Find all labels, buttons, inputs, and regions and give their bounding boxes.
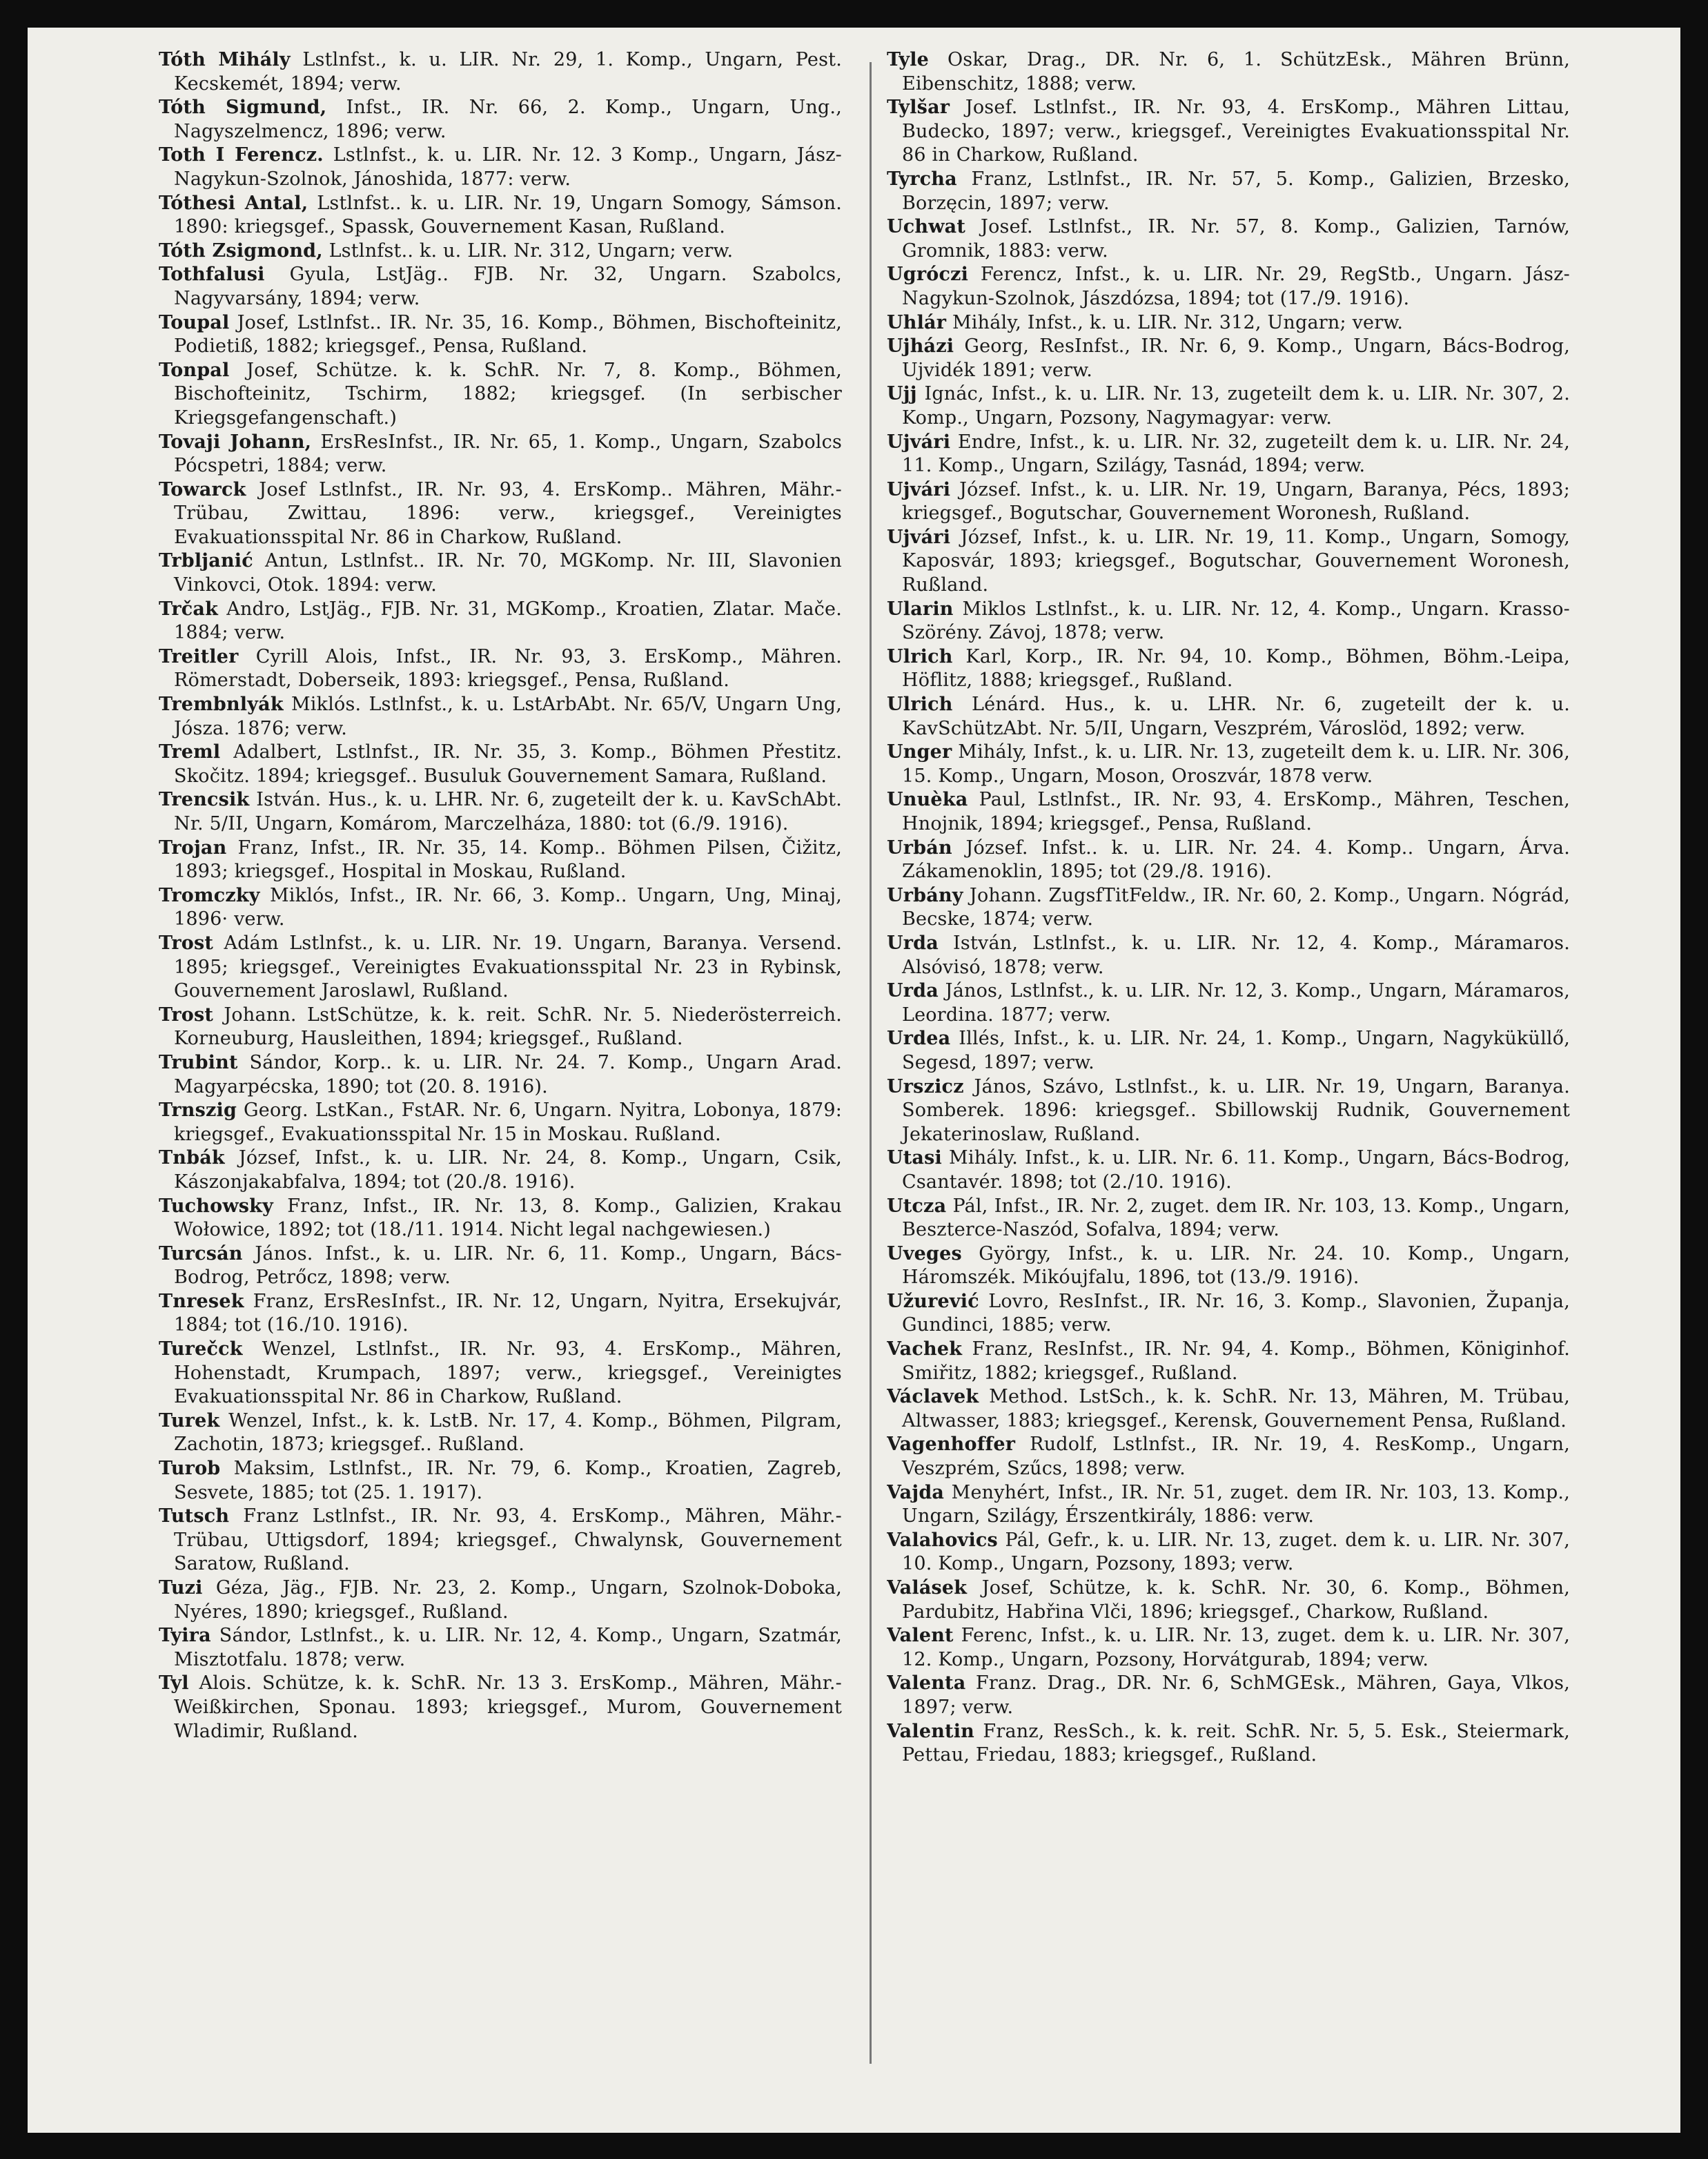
entry-name: Tóth Mihály <box>159 49 291 70</box>
register-entry <box>887 645 1570 693</box>
entry-name: Toupal <box>159 311 230 333</box>
entry-name: Valenta <box>887 1672 966 1694</box>
register-entry <box>159 144 842 191</box>
register-entry <box>159 311 842 359</box>
register-entry <box>887 788 1570 836</box>
entry-details: Mihály, Infst., k. u. LIR. Nr. 312, Ungarn; verw. <box>946 311 1404 333</box>
entry-details: Ignác, Infst., k. u. LIR. Nr. 13, zugeteilt dem k. u. LIR. Nr. 307, 2. Komp., Ungarn, Pozsony, Nagymagyar: verw. <box>902 383 1570 429</box>
entry-name: Ujvári <box>887 478 951 500</box>
entry-details: János, Lstlnfst., k. u. LIR. Nr. 12, 3. Komp., Ungarn, Máramaros, Leordina. 1877; verw. <box>902 980 1570 1026</box>
register-entry <box>159 1195 842 1242</box>
entry-details: Franz, Lstlnfst., IR. Nr. 57, 5. Komp., Galizien, Brzesko, Borzęcin, 1897; verw. <box>902 168 1570 214</box>
entry-name: Toth I Ferencz. <box>159 144 324 166</box>
entry-name: Ulrich <box>887 694 953 716</box>
register-entry <box>887 1624 1570 1672</box>
entry-details: Karl, Korp., IR. Nr. 94, 10. Komp., Böhmen, Böhm.-Leipa, Höflitz, 1888; kriegsgef., Rußland. <box>902 645 1570 692</box>
entry-details: Lstlnfst.. k. u. LIR. Nr. 19, Ungarn Somogy, Sámson. 1890: kriegsgef., Spassk, Gouvernement Kasan, Rußland. <box>174 192 842 238</box>
entry-name: Ulrich <box>887 645 953 667</box>
entry-name: Treml <box>159 741 221 763</box>
entry-name: Ugróczi <box>887 264 969 286</box>
register-entry <box>159 1004 842 1051</box>
register-entry <box>887 979 1570 1027</box>
entry-name: Urbány <box>887 884 963 906</box>
entry-name: Trost <box>159 932 214 954</box>
entry-details: Andro, LstJäg., FJB. Nr. 31, MGKomp., Kroatien, Zlatar. Mače. 1884; verw. <box>174 598 842 644</box>
entry-name: Valentin <box>887 1720 974 1742</box>
register-entry <box>159 48 842 96</box>
entry-details: Paul, Lstlnfst., IR. Nr. 93, 4. ErsKomp., Mähren, Teschen, Hnojnik, 1894; kriegsgef., Pensa, Rußland. <box>902 789 1570 834</box>
entry-details: Wenzel, Lstlnfst., IR. Nr. 93, 4. ErsKomp., Mähren, Hohenstadt, Krumpach, 1897; verw., kriegsgef., Vereinigtes Evakuationsspital Nr. 86 in Charkow, Rußland. <box>174 1338 842 1408</box>
register-entry <box>887 311 1570 335</box>
entry-name: Václavek <box>887 1386 979 1408</box>
register-entry <box>887 1385 1570 1433</box>
register-entry <box>159 1576 842 1624</box>
entry-name: Ularin <box>887 598 954 620</box>
column-divider <box>870 62 872 2064</box>
register-entry <box>159 598 842 645</box>
entry-name: Trčak <box>159 598 218 620</box>
entry-name: Tnresek <box>159 1290 244 1312</box>
register-entry <box>159 1505 842 1576</box>
entry-name: Tyrcha <box>887 168 957 190</box>
entry-details: Georg, ResInfst., IR. Nr. 6, 9. Komp., Ungarn, Bács-Bodrog, Ujvidék 1891; verw. <box>902 335 1570 381</box>
entry-details: Pál, Gefr., k. u. LIR. Nr. 13, zuget. dem k. u. LIR. Nr. 307, 10. Komp., Ungarn, Pozsony, 1893; verw. <box>902 1529 1570 1575</box>
entry-name: Trembnlyák <box>159 694 284 716</box>
entry-name: Trnszig <box>159 1100 237 1122</box>
register-entry <box>159 884 842 932</box>
register-entry <box>159 96 842 144</box>
entry-name: Tyle <box>887 49 930 70</box>
entry-details: Josef. Lstlnfst., IR. Nr. 57, 8. Komp., Galizien, Tarnów, Gromnik, 1883: verw. <box>902 216 1570 262</box>
entry-name: Urdea <box>887 1028 951 1050</box>
entry-details: Maksim, Lstlnfst., IR. Nr. 79, 6. Komp., Kroatien, Zagreb, Sesvete, 1885; tot (25. 1. 1917). <box>174 1458 842 1503</box>
entry-name: Uchwat <box>887 216 966 238</box>
entry-details: Ferenc, Infst., k. u. LIR. Nr. 13, zuget. dem k. u. LIR. Nr. 307, 12. Komp., Ungarn, Pozsony, Horvátgurab, 1894; verw. <box>902 1625 1570 1670</box>
entry-details: Mihály. Infst., k. u. LIR. Nr. 6. 11. Komp., Ungarn, Bács-Bodrog, Csantavér. 1898; tot (2./10. 1916). <box>902 1147 1570 1193</box>
entry-name: Vachek <box>887 1338 963 1360</box>
entry-name: Tuzi <box>159 1577 203 1599</box>
entry-name: Tóth Sigmund, <box>159 97 327 119</box>
entry-name: Tnbák <box>159 1147 225 1169</box>
entry-name: Trbljanić <box>159 550 253 572</box>
register-entry <box>887 837 1570 884</box>
register-entry <box>159 1051 842 1099</box>
entry-details: János. Infst., k. u. LIR. Nr. 6, 11. Komp., Ungarn, Bács-Bodrog, Petrőcz, 1898; verw. <box>174 1242 842 1289</box>
register-entry <box>159 263 842 311</box>
entry-details: Adám Lstlnfst., k. u. LIR. Nr. 19. Ungarn, Baranya. Versend. 1895; kriegsgef., Vereinigtes Evakuationsspital Nr. 23 in Rybinsk, Gouvernement Jaroslawl, Rußland. <box>174 932 842 1002</box>
entry-details: Miklós. Lstlnfst., k. u. LstArbAbt. Nr. 65/V, Ungarn Ung, Jósza. 1876; verw. <box>174 694 842 739</box>
register-entry <box>159 741 842 788</box>
entry-details: Endre, Infst., k. u. LIR. Nr. 32, zugeteilt dem k. u. LIR. Nr. 24, 11. Komp., Ungarn, Szilágy, Tasnád, 1894; verw. <box>902 431 1570 477</box>
register-entry <box>887 96 1570 168</box>
register-entry <box>887 1481 1570 1529</box>
register-entry <box>887 478 1570 526</box>
register-entry <box>887 335 1570 382</box>
entry-details: Lénárd. Hus., k. u. LHR. Nr. 6, zugeteilt der k. u. KavSchützAbt. Nr. 5/II, Ungarn, Veszprém, Városlöd, 1892; verw. <box>902 694 1570 739</box>
entry-name: Ujházi <box>887 335 954 358</box>
entry-name: Urbán <box>887 837 952 859</box>
register-entry <box>887 263 1570 311</box>
register-entry <box>887 1720 1570 1768</box>
entry-details: Johann. LstSchütze, k. k. reit. SchR. Nr. 5. Niederösterreich. Korneuburg, Hausleithen, 1894; kriegsgef., Rußland. <box>174 1004 842 1050</box>
entry-details: Franz, Infst., IR. Nr. 35, 14. Komp.. Böhmen Pilsen, Čižitz, 1893; kriegsgef., Hospital in Moskau, Rußland. <box>174 837 842 883</box>
register-entry <box>887 1242 1570 1290</box>
entry-name: Vagenhoffer <box>887 1434 1016 1456</box>
entry-name: Trubint <box>159 1051 238 1073</box>
entry-details: ErsResInfst., IR. Nr. 65, 1. Komp., Ungarn, Szabolcs Pócspetri, 1884; verw. <box>174 431 842 477</box>
register-entry <box>159 788 842 836</box>
register-entry <box>887 1146 1570 1194</box>
entry-name: Valahovics <box>887 1529 998 1551</box>
entry-name: Unuèka <box>887 789 968 811</box>
entry-name: Utasi <box>887 1147 942 1169</box>
entry-details: Josef, Lstlnfst.. IR. Nr. 35, 16. Komp., Böhmen, Bischofteinitz, Podietiß, 1882; kriegsgef., Pensa, Rußland. <box>174 311 842 358</box>
register-entry <box>887 932 1570 979</box>
entry-details: Franz Lstlnfst., IR. Nr. 93, 4. ErsKomp., Mähren, Mähr.-Trübau, Uttigsdorf, 1894; kriegsgef., Chwalynsk, Gouvernement Saratow, Rußland. <box>174 1505 842 1575</box>
register-entry <box>887 1290 1570 1338</box>
entry-name: Uveges <box>887 1242 962 1264</box>
entry-details: Franz, ResInfst., IR. Nr. 94, 4. Komp., Böhmen, Königinhof. Smiřitz, 1882; kriegsgef., Rußland. <box>902 1338 1570 1384</box>
register-entry <box>887 1027 1570 1075</box>
entry-details: Géza, Jäg., FJB. Nr. 23, 2. Komp., Ungarn, Szolnok-Doboka, Nyéres, 1890; kriegsgef., Rußland. <box>174 1577 842 1623</box>
entry-name: Trencsik <box>159 789 250 811</box>
register-entry <box>159 1099 842 1146</box>
entry-name: Tromczky <box>159 884 260 906</box>
register-entry <box>887 1529 1570 1576</box>
register-entry <box>159 478 842 550</box>
entry-name: Turečck <box>159 1338 243 1360</box>
entry-details: József, Infst., k. u. LIR. Nr. 24, 8. Komp., Ungarn, Csik, Kászonjakabfalva, 1894; tot (20./8. 1916). <box>174 1147 842 1193</box>
entry-name: Tóthesi Antal, <box>159 192 308 214</box>
document-page <box>28 28 1680 2133</box>
entry-details: Lovro, ResInfst., IR. Nr. 16, 3. Komp., Slavonien, Županja, Gundinci, 1885; verw. <box>902 1290 1570 1336</box>
entry-details: Method. LstSch., k. k. SchR. Nr. 13, Mähren, M. Trübau, Altwasser, 1883; kriegsgef., Kerensk, Gouvernement Pensa, Rußland. <box>902 1386 1570 1432</box>
register-entry <box>159 1290 842 1338</box>
register-entry <box>887 168 1570 215</box>
register-entry <box>159 1338 842 1409</box>
entry-details: Ferencz, Infst., k. u. LIR. Nr. 29, RegStb., Ungarn. Jász-Nagykun-Szolnok, Jászdózsa, 1894; tot (17./9. 1916). <box>902 264 1570 309</box>
register-entry <box>887 1075 1570 1147</box>
entry-details: János, Szávo, Lstlnfst., k. u. LIR. Nr. 19, Ungarn, Baranya. Somberek. 1896: kriegsgef.. Sbillowskij Rudnik, Gouvernement Jekaterinoslaw, Rußland. <box>902 1075 1570 1145</box>
entry-details: Lstlnfst., k. u. LIR. Nr. 12. 3 Komp., Ungarn, Jász-Nagykun-Szolnok, Jánoshida, 1877: verw. <box>174 144 842 190</box>
entry-details: Sándor, Lstlnfst., k. u. LIR. Nr. 12, 4. Komp., Ungarn, Szatmár, Misztotfalu. 1878; verw. <box>174 1625 842 1670</box>
right-column <box>887 48 1570 1768</box>
register-entry <box>887 1195 1570 1242</box>
entry-details: Lstlnfst.. k. u. LIR. Nr. 312, Ungarn; verw. <box>322 240 734 262</box>
register-entry <box>887 1672 1570 1719</box>
entry-details: Johann. ZugsfTitFeldw., IR. Nr. 60, 2. Komp., Ungarn. Nógrád, Becske, 1874; verw. <box>902 884 1570 930</box>
entry-name: Tutsch <box>159 1505 230 1527</box>
entry-details: Illés, Infst., k. u. LIR. Nr. 24, 1. Komp., Ungarn, Nagyküküllő, Segesd, 1897; verw. <box>902 1028 1570 1073</box>
entry-name: Tothfalusi <box>159 264 265 286</box>
entry-name: Valásek <box>887 1577 968 1599</box>
entry-name: Tylšar <box>887 97 950 119</box>
entry-details: Alois. Schütze, k. k. SchR. Nr. 13 3. ErsKomp., Mähren, Mähr.-Weißkirchen, Sponau. 1893; kriegsgef., Murom, Gouvernement Wladimir, Rußland. <box>174 1672 842 1742</box>
entry-details: Josef. Lstlnfst., IR. Nr. 93, 4. ErsKomp., Mähren Littau, Budecko, 1897; verw., kriegsgef., Vereinigtes Evakuationsspital Nr. 86 in Charkow, Rußland. <box>902 97 1570 166</box>
register-entry <box>159 932 842 1004</box>
entry-details: Lstlnfst., k. u. LIR. Nr. 29, 1. Komp., Ungarn, Pest. Kecskemét, 1894; verw. <box>174 49 842 95</box>
entry-name: Tyl <box>159 1672 189 1694</box>
register-entry <box>159 1457 842 1505</box>
register-entry <box>159 837 842 884</box>
entry-details: Mihály, Infst., k. u. LIR. Nr. 13, zugeteilt dem k. u. LIR. Nr. 306, 15. Komp., Ungarn, Moson, Oroszvár, 1878 verw. <box>902 741 1570 787</box>
entry-name: Unger <box>887 741 952 763</box>
entry-details: György, Infst., k. u. LIR. Nr. 24. 10. Komp., Ungarn, Háromszék. Mikóujfalu, 1896, tot (13./9. 1916). <box>902 1242 1570 1289</box>
register-entry <box>159 240 842 264</box>
entry-name: Turcsán <box>159 1242 243 1264</box>
register-entry <box>159 359 842 431</box>
entry-details: Georg. LstKan., FstAR. Nr. 6, Ungarn. Nyitra, Lobonya, 1879: kriegsgef., Evakuationsspital Nr. 15 in Moskau. Rußland. <box>174 1100 842 1145</box>
register-entry <box>887 1338 1570 1385</box>
entry-details: Pál, Infst., IR. Nr. 2, zuget. dem IR. Nr. 103, 13. Komp., Ungarn, Beszterce-Naszód, Sofalva, 1894; verw. <box>902 1195 1570 1241</box>
entry-name: Trojan <box>159 837 227 859</box>
register-entry <box>159 693 842 741</box>
entry-name: Turob <box>159 1458 221 1480</box>
entry-name: Ujvári <box>887 526 951 548</box>
entry-details: Infst., IR. Nr. 66, 2. Komp., Ungarn, Ung., Nagyszelmencz, 1896; verw. <box>174 97 842 142</box>
register-entry <box>887 526 1570 598</box>
register-entry <box>159 431 842 478</box>
register-entry <box>887 1576 1570 1624</box>
register-entry <box>159 1624 842 1672</box>
entry-details: József, Infst., k. u. LIR. Nr. 19, 11. Komp., Ungarn, Somogy, Kaposvár, 1893; kriegsgef., Bogutschar, Gouvernement Woronesh, Rußland. <box>902 526 1570 596</box>
register-entry <box>887 598 1570 645</box>
entry-name: Trost <box>159 1004 214 1026</box>
entry-details: Franz, ErsResInfst., IR. Nr. 12, Ungarn, Nyitra, Ersekujvár, 1884; tot (16./10. 1916). <box>174 1290 842 1336</box>
entry-details: Franz, Infst., IR. Nr. 13, 8. Komp., Galizien, Krakau Wołowice, 1892; tot (18./11. 1914. Nicht legal nachgewiesen.) <box>174 1195 842 1241</box>
left-column <box>159 48 842 1743</box>
entry-details: Josef Lstlnfst., IR. Nr. 93, 4. ErsKomp.. Mähren, Mähr.-Trübau, Zwittau, 1896: verw., kriegsgef., Vereinigtes Evakuationsspital Nr. 86 in Charkow, Rußland. <box>174 478 842 548</box>
entry-details: Franz. Drag., DR. Nr. 6, SchMGEsk., Mähren, Gaya, Vlkos, 1897; verw. <box>902 1672 1570 1718</box>
entry-name: Urda <box>887 980 939 1002</box>
register-entry <box>887 884 1570 932</box>
entry-details: József. Infst., k. u. LIR. Nr. 19, Ungarn, Baranya, Pécs, 1893; kriegsgef., Bogutschar, Gouvernement Woronesh, Rußland. <box>902 478 1570 525</box>
entry-details: Rudolf, Lstlnfst., IR. Nr. 19, 4. ResKomp., Ungarn, Veszprém, Szűcs, 1898; verw. <box>902 1434 1570 1480</box>
register-entry <box>159 192 842 240</box>
register-entry <box>159 1409 842 1457</box>
entry-details: József. Infst.. k. u. LIR. Nr. 24. 4. Komp.. Ungarn, Árva. Zákamenoklin, 1895; tot (29./8. 1916). <box>902 837 1570 883</box>
register-entry <box>159 1242 842 1290</box>
entry-name: Treitler <box>159 645 239 667</box>
entry-name: Ujj <box>887 383 917 405</box>
entry-name: Tovaji Johann, <box>159 431 312 453</box>
register-entry <box>887 382 1570 430</box>
entry-details: Josef, Schütze. k. k. SchR. Nr. 7, 8. Komp., Böhmen, Bischofteinitz, Tschirm, 1882; kriegsgef. (In serbischer Kriegsgefangenschaft.) <box>174 359 842 429</box>
register-entry <box>887 693 1570 741</box>
entry-details: Franz, ResSch., k. k. reit. SchR. Nr. 5, 5. Esk., Steiermark, Pettau, Friedau, 1883; kriegsgef., Rußland. <box>902 1720 1570 1766</box>
register-entry <box>159 1672 842 1743</box>
entry-details: Adalbert, Lstlnfst., IR. Nr. 35, 3. Komp., Böhmen Přestitz. Skočitz. 1894; kriegsgef.. Busuluk Gouvernement Samara, Rußland. <box>174 741 842 787</box>
entry-details: Miklos Lstlnfst., k. u. LIR. Nr. 12, 4. Komp., Ungarn. Krasso-Szörény. Závoj, 1878; verw. <box>902 598 1570 644</box>
entry-name: Utcza <box>887 1195 947 1217</box>
register-entry <box>159 549 842 597</box>
entry-details: Oskar, Drag., DR. Nr. 6, 1. SchützEsk., Mähren Brünn, Eibenschitz, 1888; verw. <box>902 49 1570 95</box>
register-entry <box>887 431 1570 478</box>
entry-details: Menyhért, Infst., IR. Nr. 51, zuget. dem IR. Nr. 103, 13. Komp., Ungarn, Szilágy, Érszentkirály, 1886: verw. <box>902 1481 1570 1527</box>
entry-details: István, Lstlnfst., k. u. LIR. Nr. 12, 4. Komp., Máramaros. Alsóvisó, 1878; verw. <box>902 932 1570 978</box>
register-entry <box>159 1146 842 1194</box>
entry-details: Sándor, Korp.. k. u. LIR. Nr. 24. 7. Komp., Ungarn Arad. Magyarpécska, 1890; tot (20. 8. 1916). <box>174 1051 842 1097</box>
entry-name: Urszicz <box>887 1075 964 1097</box>
entry-name: Tonpal <box>159 359 230 381</box>
entry-name: Tóth Zsigmond, <box>159 240 323 262</box>
entry-name: Užurević <box>887 1290 979 1312</box>
entry-name: Turek <box>159 1409 220 1432</box>
register-entry <box>887 215 1570 263</box>
entry-name: Uhlár <box>887 311 947 333</box>
entry-details: Miklós, Infst., IR. Nr. 66, 3. Komp.. Ungarn, Ung, Minaj, 1896· verw. <box>174 884 842 930</box>
entry-details: Gyula, LstJäg.. FJB. Nr. 32, Ungarn. Szabolcs, Nagyvarsány, 1894; verw. <box>174 264 842 309</box>
entry-details: Cyrill Alois, Infst., IR. Nr. 93, 3. ErsKomp., Mähren. Römerstadt, Doberseik, 1893: kriegsgef., Pensa, Rußland. <box>174 645 842 692</box>
entry-name: Towarck <box>159 478 246 500</box>
entry-name: Ujvári <box>887 431 951 453</box>
entry-details: István. Hus., k. u. LHR. Nr. 6, zugeteilt der k. u. KavSchAbt. Nr. 5/II, Ungarn, Komárom, Marczelháza, 1880: tot (6./9. 1916). <box>174 789 842 834</box>
entry-details: Wenzel, Infst., k. k. LstB. Nr. 17, 4. Komp., Böhmen, Pilgram, Zachotin, 1873; kriegsgef.. Rußland. <box>174 1409 842 1456</box>
entry-name: Vajda <box>887 1481 945 1503</box>
entry-details: Josef, Schütze, k. k. SchR. Nr. 30, 6. Komp., Böhmen, Pardubitz, Habřina Vlči, 1896; kriegsgef., Charkow, Rußland. <box>902 1577 1570 1623</box>
register-entry <box>887 1433 1570 1481</box>
entry-details: Antun, Lstlnfst.. IR. Nr. 70, MGKomp. Nr. III, Slavonien Vinkovci, Otok. 1894: verw. <box>174 550 842 596</box>
entry-name: Valent <box>887 1625 954 1647</box>
entry-name: Tuchowsky <box>159 1195 273 1217</box>
entry-name: Tyira <box>159 1625 211 1647</box>
register-entry <box>887 741 1570 788</box>
entry-name: Urda <box>887 932 939 954</box>
register-entry <box>159 645 842 693</box>
register-entry <box>887 48 1570 96</box>
